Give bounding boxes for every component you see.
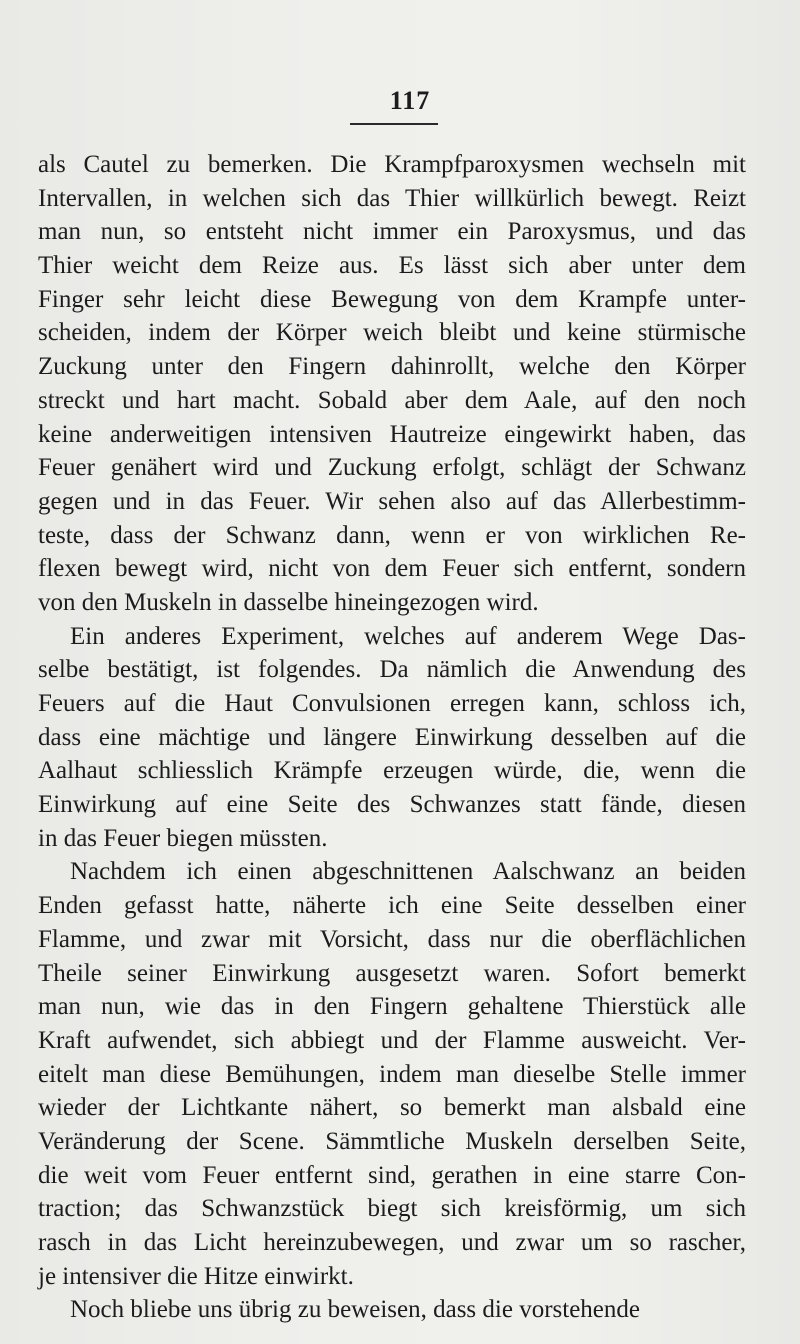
text-line: je intensiver die Hitze einwirkt. — [38, 1262, 354, 1290]
text-line: flexen bewegt wird, nicht von dem Feuer sich entfernt, sondern — [38, 555, 746, 583]
text-line: Zuckung unter den Fingern dahinrollt, welche den Körper — [38, 353, 746, 381]
text-line: Aalhaut schliesslich Krämpfe erzeugen würde, die, wenn die — [38, 757, 746, 785]
text-line: wieder der Lichtkante nähert, so bemerkt man alsbald eine — [38, 1094, 746, 1122]
page-number: 117 — [389, 86, 431, 115]
text-line: Flamme, und zwar mit Vorsicht, dass nur die oberflächlichen — [38, 925, 746, 953]
text-line: Theile seiner Einwirkung ausgesetzt waren. Sofort bemerkt — [38, 959, 746, 987]
text-line: Ein anderes Experiment, welches auf anderem Wege Das- — [70, 622, 746, 650]
text-line: Feuers auf die Haut Convulsionen erregen kann, schloss ich, — [38, 690, 746, 717]
text-line: Thier weicht dem Reize aus. Es lässt sich aber unter dem — [38, 252, 746, 280]
text-line: scheiden, indem der Körper weich bleibt und keine stürmische — [38, 319, 746, 347]
text-line: Noch bliebe uns übrig zu beweisen, dass die vorstehende — [70, 1296, 640, 1324]
text-line: man nun, wie das in den Fingern gehaltene Thierstück alle — [38, 993, 746, 1021]
text-line: man nun, so entsteht nicht immer ein Paroxysmus, und das — [38, 218, 746, 246]
text-line: Kraft aufwendet, sich abbiegt und der Flamme ausweicht. Ver- — [38, 1026, 746, 1054]
text-line: rasch in das Licht hereinzubewegen, und zwar um so rascher, — [38, 1229, 746, 1256]
text-line: Einwirkung auf eine Seite des Schwanzes statt fände, diesen — [38, 791, 746, 819]
text-line: selbe bestätigt, ist folgendes. Da nämlich die Anwendung des — [38, 656, 746, 684]
text-line: Intervallen, in welchen sich das Thier willkürlich bewegt. Reizt — [38, 184, 746, 212]
text-line: eitelt man diese Bemühungen, indem man dieselbe Stelle immer — [38, 1060, 746, 1088]
page-number-underline — [350, 123, 438, 125]
text-line: in das Feuer biegen müssten. — [38, 824, 328, 852]
text-line: Enden gefasst hatte, näherte ich eine Seite desselben einer — [38, 892, 746, 920]
text-line: traction; das Schwanzstück biegt sich kreisförmig, um sich — [38, 1195, 746, 1223]
text-line: dass eine mächtige und längere Einwirkung desselben auf die — [38, 723, 746, 751]
text-line: Veränderung der Scene. Sämmtliche Muskeln derselben Seite, — [38, 1127, 746, 1155]
text-line: Nachdem ich einen abgeschnittenen Aalschwanz an beiden — [70, 858, 746, 886]
body-text — [38, 148, 746, 1327]
text-line: von den Muskeln in dasselbe hineingezogen wird. — [38, 588, 539, 616]
text-line: gegen und in das Feuer. Wir sehen also auf das Allerbestimm- — [38, 487, 746, 515]
text-line: als Cautel zu bemerken. Die Krampfparoxysmen wechseln mit — [38, 151, 746, 178]
text-line: keine anderweitigen intensiven Hautreize eingewirkt haben, das — [38, 420, 746, 448]
text-line: Finger sehr leicht diese Bewegung von dem Krampfe unter- — [38, 285, 746, 313]
text-line: teste, dass der Schwanz dann, wenn er von wirklichen Re- — [38, 521, 746, 549]
text-line: Feuer genähert wird und Zuckung erfolgt, schlägt der Schwanz — [38, 454, 746, 482]
text-line: die weit vom Feuer entfernt sind, gerathen in eine starre Con- — [38, 1161, 746, 1189]
text-line: streckt und hart macht. Sobald aber dem Aale, auf den noch — [38, 386, 746, 414]
